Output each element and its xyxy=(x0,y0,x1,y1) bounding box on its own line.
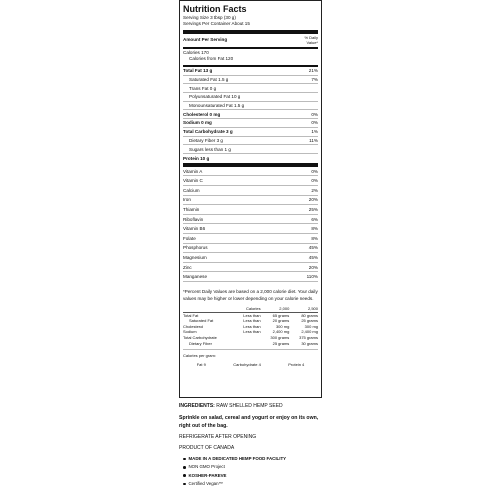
calories: Calories 170 xyxy=(183,50,209,55)
vitamin-label: Zinc xyxy=(183,264,192,270)
vitamin-dv: 8% xyxy=(311,235,318,241)
vitamin-dv: 45% xyxy=(308,245,318,251)
dv-table-cell: 300 mg xyxy=(304,323,318,329)
amount-per-serving: Amount Per Serving xyxy=(183,37,228,42)
nutrition-facts-label xyxy=(179,0,322,398)
vitamin-row xyxy=(183,244,318,254)
vitamin-label: Vitamin A xyxy=(183,168,203,174)
dv-table-cell: 80 grams xyxy=(301,312,318,318)
dv-table-cell: Less than xyxy=(243,323,261,329)
dv-table-cell: 2,400 mg xyxy=(301,329,318,335)
per-gram-protein: Protein 4 xyxy=(288,362,305,368)
vitamin-row xyxy=(183,272,318,282)
vitamin-dv: 20% xyxy=(308,197,318,203)
nutrient-dv: 21% xyxy=(308,68,318,74)
dv-table-cell: 25 grams xyxy=(272,340,290,346)
claim-text: KOSHER-PAREVE xyxy=(188,472,227,478)
label-title: Nutrition Facts xyxy=(183,4,247,14)
vitamin-label: Manganese xyxy=(183,274,208,280)
servings-per-container: Servings Per Container About 15 xyxy=(183,21,250,26)
protein-label: Protein 10 g xyxy=(183,155,210,161)
nutrient-label: Sugars less than 1 g xyxy=(189,146,231,152)
nutrient-dv: 0% xyxy=(311,120,318,126)
dv-table-cell: 20 grams xyxy=(272,318,290,324)
claim-item xyxy=(179,480,329,488)
claim-text: MADE IN A DEDICATED HEMP FOOD FACILITY xyxy=(188,456,287,461)
vitamin-dv: 8% xyxy=(311,226,318,232)
nutrient-row xyxy=(183,93,318,102)
bullet-icon xyxy=(183,474,186,477)
bullet-icon xyxy=(183,458,186,461)
bullet-icon xyxy=(183,483,186,486)
vitamin-label: Vitamin C xyxy=(183,178,203,184)
nutrient-label: Trans Fat 0 g xyxy=(189,85,217,91)
nutrient-label: Cholesterol 0 mg xyxy=(183,111,221,117)
dv-table-cell: 375 grams xyxy=(299,334,318,340)
vitamin-row xyxy=(183,186,318,196)
claims-list xyxy=(179,455,329,488)
ingredients-value: RAW SHELLED HEMP SEED xyxy=(216,403,283,409)
dv-table-cell: 2,000 xyxy=(279,306,290,311)
vitamin-label: Iron xyxy=(183,197,191,203)
nutrient-label: Monounsaturated Fat 1.5 g xyxy=(189,103,245,109)
vitamin-label: Riboflavin xyxy=(183,216,204,222)
dv-table-cell: Cholesterol xyxy=(183,323,204,329)
nutrient-dv: 7% xyxy=(311,77,318,83)
vitamin-label: Magnesium xyxy=(183,255,207,261)
dv-table-cell: Dietary Fiber xyxy=(189,340,212,346)
claim-item xyxy=(179,463,329,471)
dv-table-cell: Calories xyxy=(245,306,261,311)
footnote: *Percent Daily Values are based on a 2,000 calorie diet. Your daily values may be higher or lower depending on your calorie needs. xyxy=(183,289,318,301)
vitamin-row xyxy=(183,215,318,225)
table-divider xyxy=(183,349,318,350)
nutrient-label: Total Fat 13 g xyxy=(183,68,213,74)
vitamin-dv: 0% xyxy=(311,178,318,184)
medium-divider xyxy=(183,47,318,49)
vitamin-label: Calcium xyxy=(183,187,200,193)
vitamin-row xyxy=(183,253,318,263)
dv-table-cell: 300 mg xyxy=(275,323,290,329)
nutrient-row xyxy=(183,137,318,146)
nutrient-row xyxy=(183,128,318,137)
amount-header xyxy=(183,34,318,47)
origin: PRODUCT OF CANADA xyxy=(179,445,235,451)
nutrient-dv: 1% xyxy=(311,129,318,135)
vitamin-dv: 6% xyxy=(311,216,318,222)
dv-table-cell: Less than xyxy=(243,329,261,335)
dv-header: % Daily Value* xyxy=(304,35,318,45)
nutrient-row xyxy=(183,119,318,128)
dv-table-cell: Saturated Fat xyxy=(189,318,214,324)
vitamin-row xyxy=(183,176,318,186)
package-info xyxy=(179,403,329,488)
dv-table-cell: 25 grams xyxy=(301,318,318,324)
vitamin-dv: 20% xyxy=(308,264,318,270)
nutrient-row xyxy=(183,67,318,76)
dv-table-cell xyxy=(234,341,260,347)
serving-size: Serving Size 3 tbsp (30 g) xyxy=(183,15,236,20)
ingredients xyxy=(179,403,329,410)
nutrient-label: Polyunsaturated Fat 10 g xyxy=(189,94,241,100)
dv-table-cell: Total Carbohydrate xyxy=(183,334,217,340)
storage-note: REFRIGERATE AFTER OPENING xyxy=(179,434,257,440)
vitamin-dv: 45% xyxy=(308,255,318,261)
dv-table-cell: 30 grams xyxy=(301,340,318,346)
dv-table-cell: 300 grams xyxy=(270,334,290,340)
claim-item xyxy=(179,472,329,480)
nutrient-row xyxy=(183,102,318,111)
nutrient-row xyxy=(183,145,318,154)
ingredients-label: INGREDIENTS: xyxy=(179,403,215,409)
nutrient-row xyxy=(183,110,318,119)
vitamin-row xyxy=(183,224,318,234)
vitamin-row xyxy=(183,196,318,206)
bullet-icon xyxy=(183,466,186,469)
vitamin-label: Phosphorus xyxy=(183,245,208,251)
vitamin-label: Folate xyxy=(183,235,196,241)
serving-suggestion: Sprinkle on salad, cereal and yogurt or enjoy on its own, right out of the bag. xyxy=(179,415,319,429)
nutrient-label: Sodium 0 mg xyxy=(183,120,212,126)
vitamin-row xyxy=(183,205,318,215)
vitamin-row xyxy=(183,234,318,244)
vitamin-dv: 110% xyxy=(306,274,318,280)
calories-from-fat: Calories from Fat 120 xyxy=(189,56,234,61)
per-gram-carb: Carbohydrate 4 xyxy=(233,362,261,368)
dv-table-cell: 2,400 mg xyxy=(272,329,290,335)
per-gram-fat: Fat 9 xyxy=(196,362,206,368)
vitamin-row xyxy=(183,263,318,273)
calories-per-gram: Calories per gram: xyxy=(183,353,216,359)
nutrient-list xyxy=(183,67,318,154)
vitamin-dv: 25% xyxy=(308,207,318,213)
claim-item xyxy=(179,455,329,463)
vitamin-label: Thiamin xyxy=(183,207,200,213)
vitamin-label: Vitamin B6 xyxy=(183,226,206,232)
dv-table-cell: Sodium xyxy=(183,329,197,335)
dv-table-cell: 2,500 xyxy=(307,306,318,311)
nutrient-row xyxy=(183,84,318,93)
dv-table-cell: 65 grams xyxy=(272,312,290,318)
vitamin-list xyxy=(183,167,318,282)
nutrient-label: Dietary Fiber 3 g xyxy=(189,137,223,143)
vitamin-dv: 2% xyxy=(311,187,318,193)
dv-table-cell: Less than xyxy=(243,318,261,324)
nutrient-label: Saturated Fat 1.5 g xyxy=(189,77,229,83)
protein-row xyxy=(183,154,318,163)
dv-table-cell: Less than xyxy=(243,312,261,318)
dv-table-row xyxy=(183,341,318,347)
dv-table-cell: Total Fat xyxy=(183,312,199,318)
daily-value-table xyxy=(183,306,318,346)
vitamin-row xyxy=(183,167,318,177)
claim-text: Certified Vegan™ xyxy=(188,480,223,486)
per-gram-row xyxy=(183,362,318,367)
nutrient-dv: 0% xyxy=(311,111,318,117)
claim-text: NON GMO Project xyxy=(188,464,225,470)
vitamin-dv: 0% xyxy=(311,168,318,174)
nutrient-dv: 11% xyxy=(309,137,318,143)
nutrient-row xyxy=(183,76,318,85)
nutrient-label: Total Carbohydrate 3 g xyxy=(183,129,233,135)
